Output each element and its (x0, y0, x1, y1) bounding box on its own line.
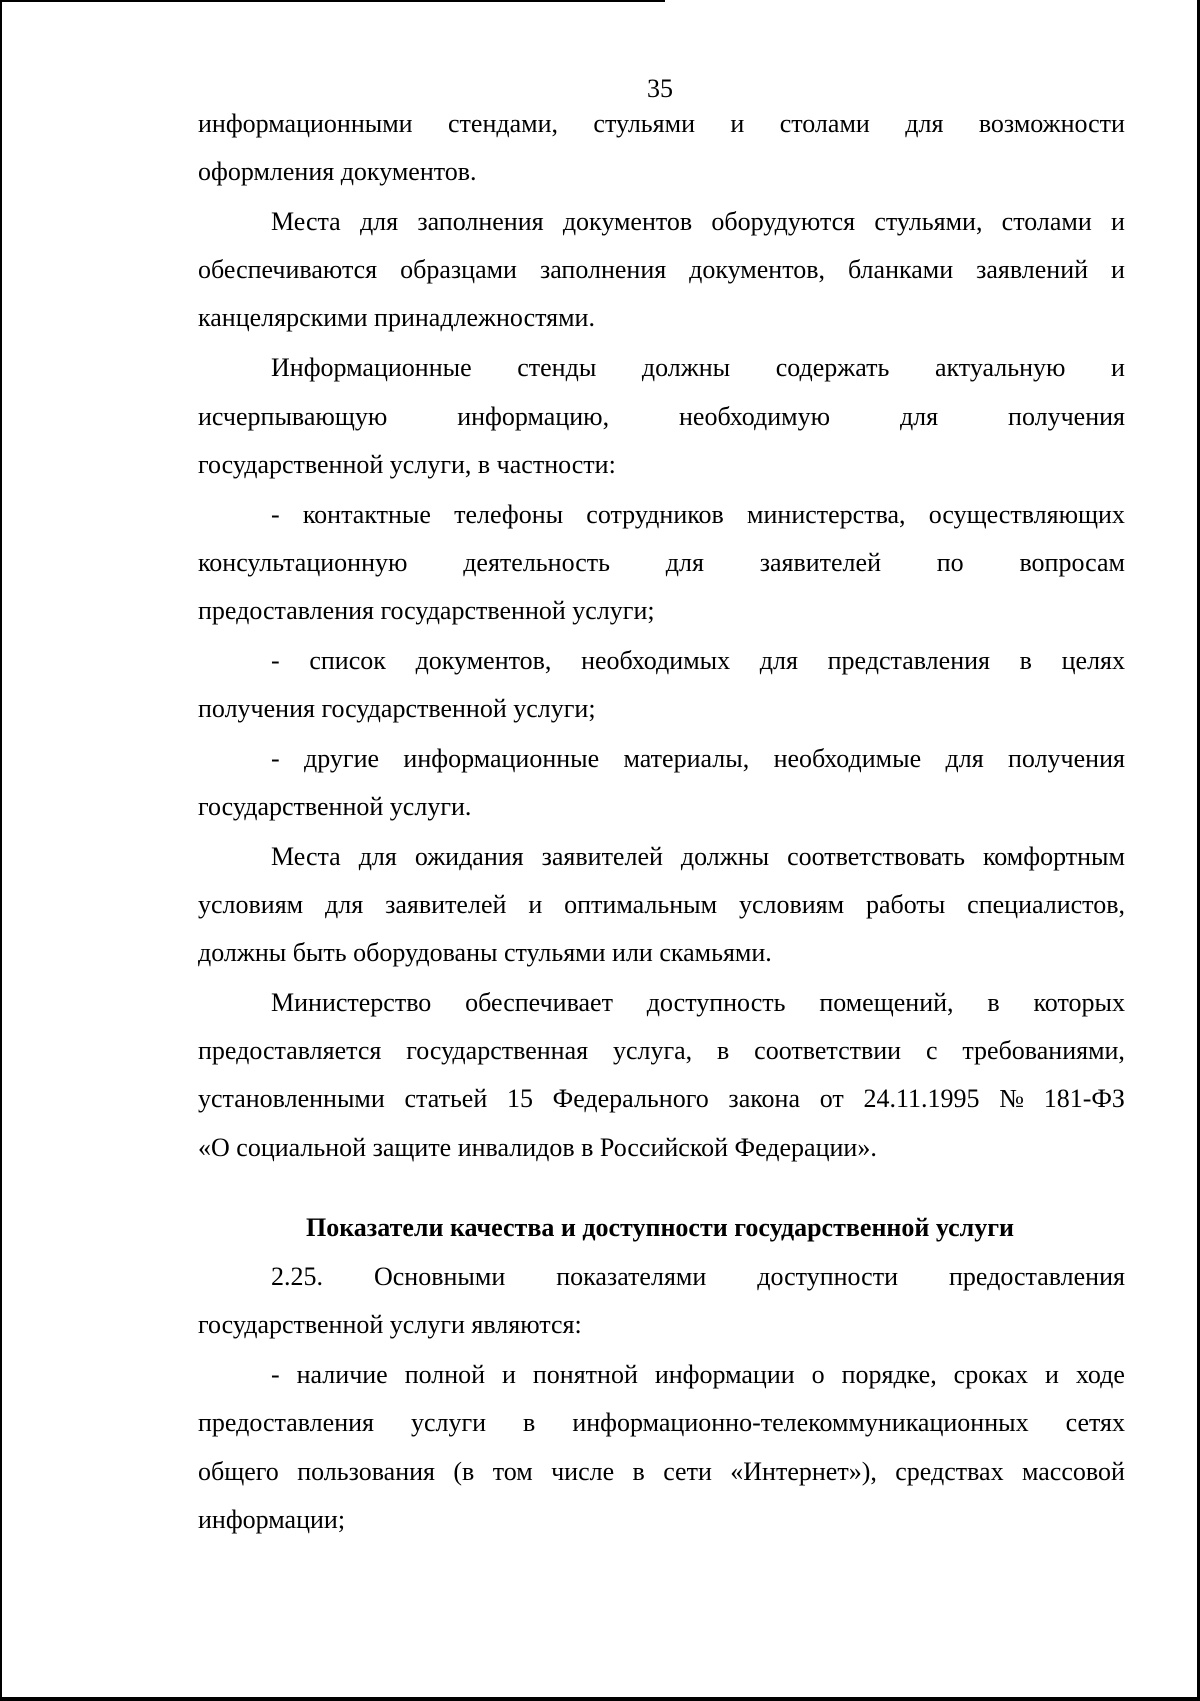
scan-border-top (0, 0, 665, 2)
text-line (271, 988, 1125, 1018)
word: показателями (556, 1262, 707, 1291)
word: средствах (895, 1457, 1004, 1486)
scan-border-left (0, 0, 2, 1701)
text-line (271, 646, 1125, 676)
word: государственная (406, 1036, 589, 1065)
text-line: оформления документов. (198, 157, 477, 186)
text-line (198, 402, 1125, 432)
word: пользования (297, 1457, 435, 1486)
word: ходе (1075, 1360, 1125, 1389)
word: стульями (593, 109, 695, 138)
text-line: канцелярскими принадлежностями. (198, 303, 595, 332)
word: стендами, (448, 109, 558, 138)
word: Места (271, 207, 341, 236)
word: услуги (410, 1408, 487, 1437)
section-heading: Показатели качества и доступности государственной услуги (305, 1213, 1015, 1242)
text-line: получения государственной услуги; (198, 694, 596, 723)
text-line (271, 207, 1125, 237)
word: сети (663, 1457, 712, 1486)
word: стульями, (874, 207, 983, 236)
word: предоставления (198, 1408, 374, 1437)
text-line (271, 744, 1125, 774)
word: информационно-телекоммуникационных (572, 1408, 1029, 1437)
word: услуга, (612, 1036, 693, 1065)
word: для (759, 646, 798, 675)
word: для (358, 842, 397, 871)
word: возможности (978, 109, 1125, 138)
word: телефоны (454, 500, 564, 529)
word: образцами (400, 255, 517, 284)
word: соответствии (754, 1036, 902, 1065)
word: установленными (198, 1084, 385, 1113)
word: и (502, 1360, 516, 1389)
text-line (271, 500, 1125, 530)
text-line (271, 1262, 1125, 1292)
word: по (936, 548, 964, 577)
word: 2.25. (271, 1262, 323, 1291)
word: - (271, 1360, 280, 1389)
word: наличие (296, 1360, 388, 1389)
word: заявлений (976, 255, 1089, 284)
word: о (811, 1360, 825, 1389)
word: вопросам (1019, 548, 1125, 577)
word: для (359, 207, 399, 236)
word: оптимальным (564, 890, 718, 919)
text-line (198, 1084, 1125, 1114)
word: для (905, 109, 944, 138)
text-line (271, 842, 1125, 872)
word: необходимую (679, 402, 830, 431)
word: информационные (403, 744, 600, 773)
text-line: должны быть оборудованы стульями или скамьями. (198, 938, 772, 967)
word: оборудуются (711, 207, 856, 236)
word: Информационные (271, 353, 472, 382)
text-line: предоставления государственной услуги; (198, 596, 655, 625)
word: помещений, (819, 988, 954, 1017)
text-line (198, 109, 1125, 139)
word: «Интернет»), (730, 1457, 877, 1486)
word: № (999, 1084, 1024, 1113)
word: деятельность (463, 548, 610, 577)
word: доступности (757, 1262, 898, 1291)
word: в (632, 1457, 645, 1486)
word: и (528, 890, 543, 919)
word: требованиями, (962, 1036, 1125, 1065)
text-line (198, 890, 1125, 920)
word: заявителей (385, 890, 507, 919)
word: документов (562, 207, 693, 236)
word: Основными (373, 1262, 506, 1291)
word: Места (271, 842, 341, 871)
word: получения (1008, 402, 1125, 431)
word: в (717, 1036, 730, 1065)
word: предоставления (948, 1262, 1125, 1291)
word: для (945, 744, 984, 773)
word: заполнения (539, 255, 667, 284)
word: сотрудников (586, 500, 724, 529)
word: в (987, 988, 1000, 1017)
word: - (271, 744, 280, 773)
word: сетях (1065, 1408, 1125, 1437)
word: бланками (847, 255, 954, 284)
word: массовой (1021, 1457, 1125, 1486)
text-line (198, 1036, 1125, 1066)
word: Федерального (552, 1084, 709, 1113)
word: заполнения (417, 207, 544, 236)
word: - (271, 500, 280, 529)
text-line: информации; (198, 1505, 346, 1534)
word: заявителей (759, 548, 881, 577)
text-line: государственной услуги. (198, 792, 472, 821)
word: общего (198, 1457, 279, 1486)
word: заявителей (541, 842, 663, 871)
word: и (1111, 207, 1125, 236)
word: содержать (775, 353, 890, 382)
word: в (1019, 646, 1032, 675)
word: актуальную (934, 353, 1066, 382)
word: обеспечиваются (198, 255, 378, 284)
word: список (309, 646, 386, 675)
word: получения (1008, 744, 1125, 773)
word: для (899, 402, 939, 431)
word: должны (641, 353, 731, 382)
word: столами (1001, 207, 1092, 236)
word: условиям (738, 890, 845, 919)
word: представления (827, 646, 990, 675)
word: необходимых (581, 646, 731, 675)
text-line (198, 1457, 1125, 1487)
text-line (198, 1408, 1125, 1438)
word: Министерство (271, 988, 432, 1017)
word: осуществляющих (928, 500, 1125, 529)
word: понятной (532, 1360, 638, 1389)
word: полной (404, 1360, 486, 1389)
word: в (523, 1408, 536, 1437)
word: соответствовать (787, 842, 965, 871)
scan-border-bottom (0, 1697, 1200, 1701)
word: министерства, (747, 500, 906, 529)
word: для (665, 548, 704, 577)
word: порядке, (841, 1360, 937, 1389)
text-line: государственной услуги являются: (198, 1310, 582, 1339)
text-line: «О социальной защите инвалидов в Российской Федерации». (198, 1133, 877, 1162)
word: закона (728, 1084, 800, 1113)
word: статьей (404, 1084, 488, 1113)
word: которых (1033, 988, 1125, 1017)
word: доступность (646, 988, 786, 1017)
word: и (1111, 353, 1125, 382)
word: информацию, (457, 402, 610, 431)
text-line (198, 255, 1125, 285)
word: и (1111, 255, 1125, 284)
word: столами (779, 109, 870, 138)
word: информации (654, 1360, 795, 1389)
word: с (925, 1036, 938, 1065)
word: целях (1061, 646, 1125, 675)
word: - (271, 646, 280, 675)
word: должны (680, 842, 770, 871)
word: документов, (689, 255, 826, 284)
word: обеспечивает (465, 988, 613, 1017)
word: числе (551, 1457, 615, 1486)
word: другие (304, 744, 380, 773)
word: 24.11.1995 (863, 1084, 980, 1113)
word: сроках (953, 1360, 1028, 1389)
word: стенды (517, 353, 597, 382)
word: условиям (198, 890, 304, 919)
text-line (271, 1360, 1125, 1390)
word: для (325, 890, 364, 919)
word: (в (453, 1457, 475, 1486)
word: от (819, 1084, 844, 1113)
text-line (271, 353, 1125, 383)
text-line: государственной услуги, в частности: (198, 450, 616, 479)
word: консультационную (198, 548, 408, 577)
word: исчерпывающую (198, 402, 388, 431)
word: специалистов, (967, 890, 1125, 919)
word: том (492, 1457, 533, 1486)
word: контактные (302, 500, 431, 529)
word: комфортным (982, 842, 1125, 871)
word: и (730, 109, 745, 138)
text-line (198, 548, 1125, 578)
word: и (1044, 1360, 1059, 1389)
word: материалы, (623, 744, 750, 773)
word: предоставляется (198, 1036, 382, 1065)
word: 181-ФЗ (1043, 1084, 1125, 1113)
page-number: 35 (647, 74, 673, 103)
word: 15 (506, 1084, 533, 1113)
word: ожидания (414, 842, 524, 871)
word: информационными (198, 109, 413, 138)
word: документов, (415, 646, 552, 675)
word: необходимые (773, 744, 922, 773)
word: работы (865, 890, 946, 919)
